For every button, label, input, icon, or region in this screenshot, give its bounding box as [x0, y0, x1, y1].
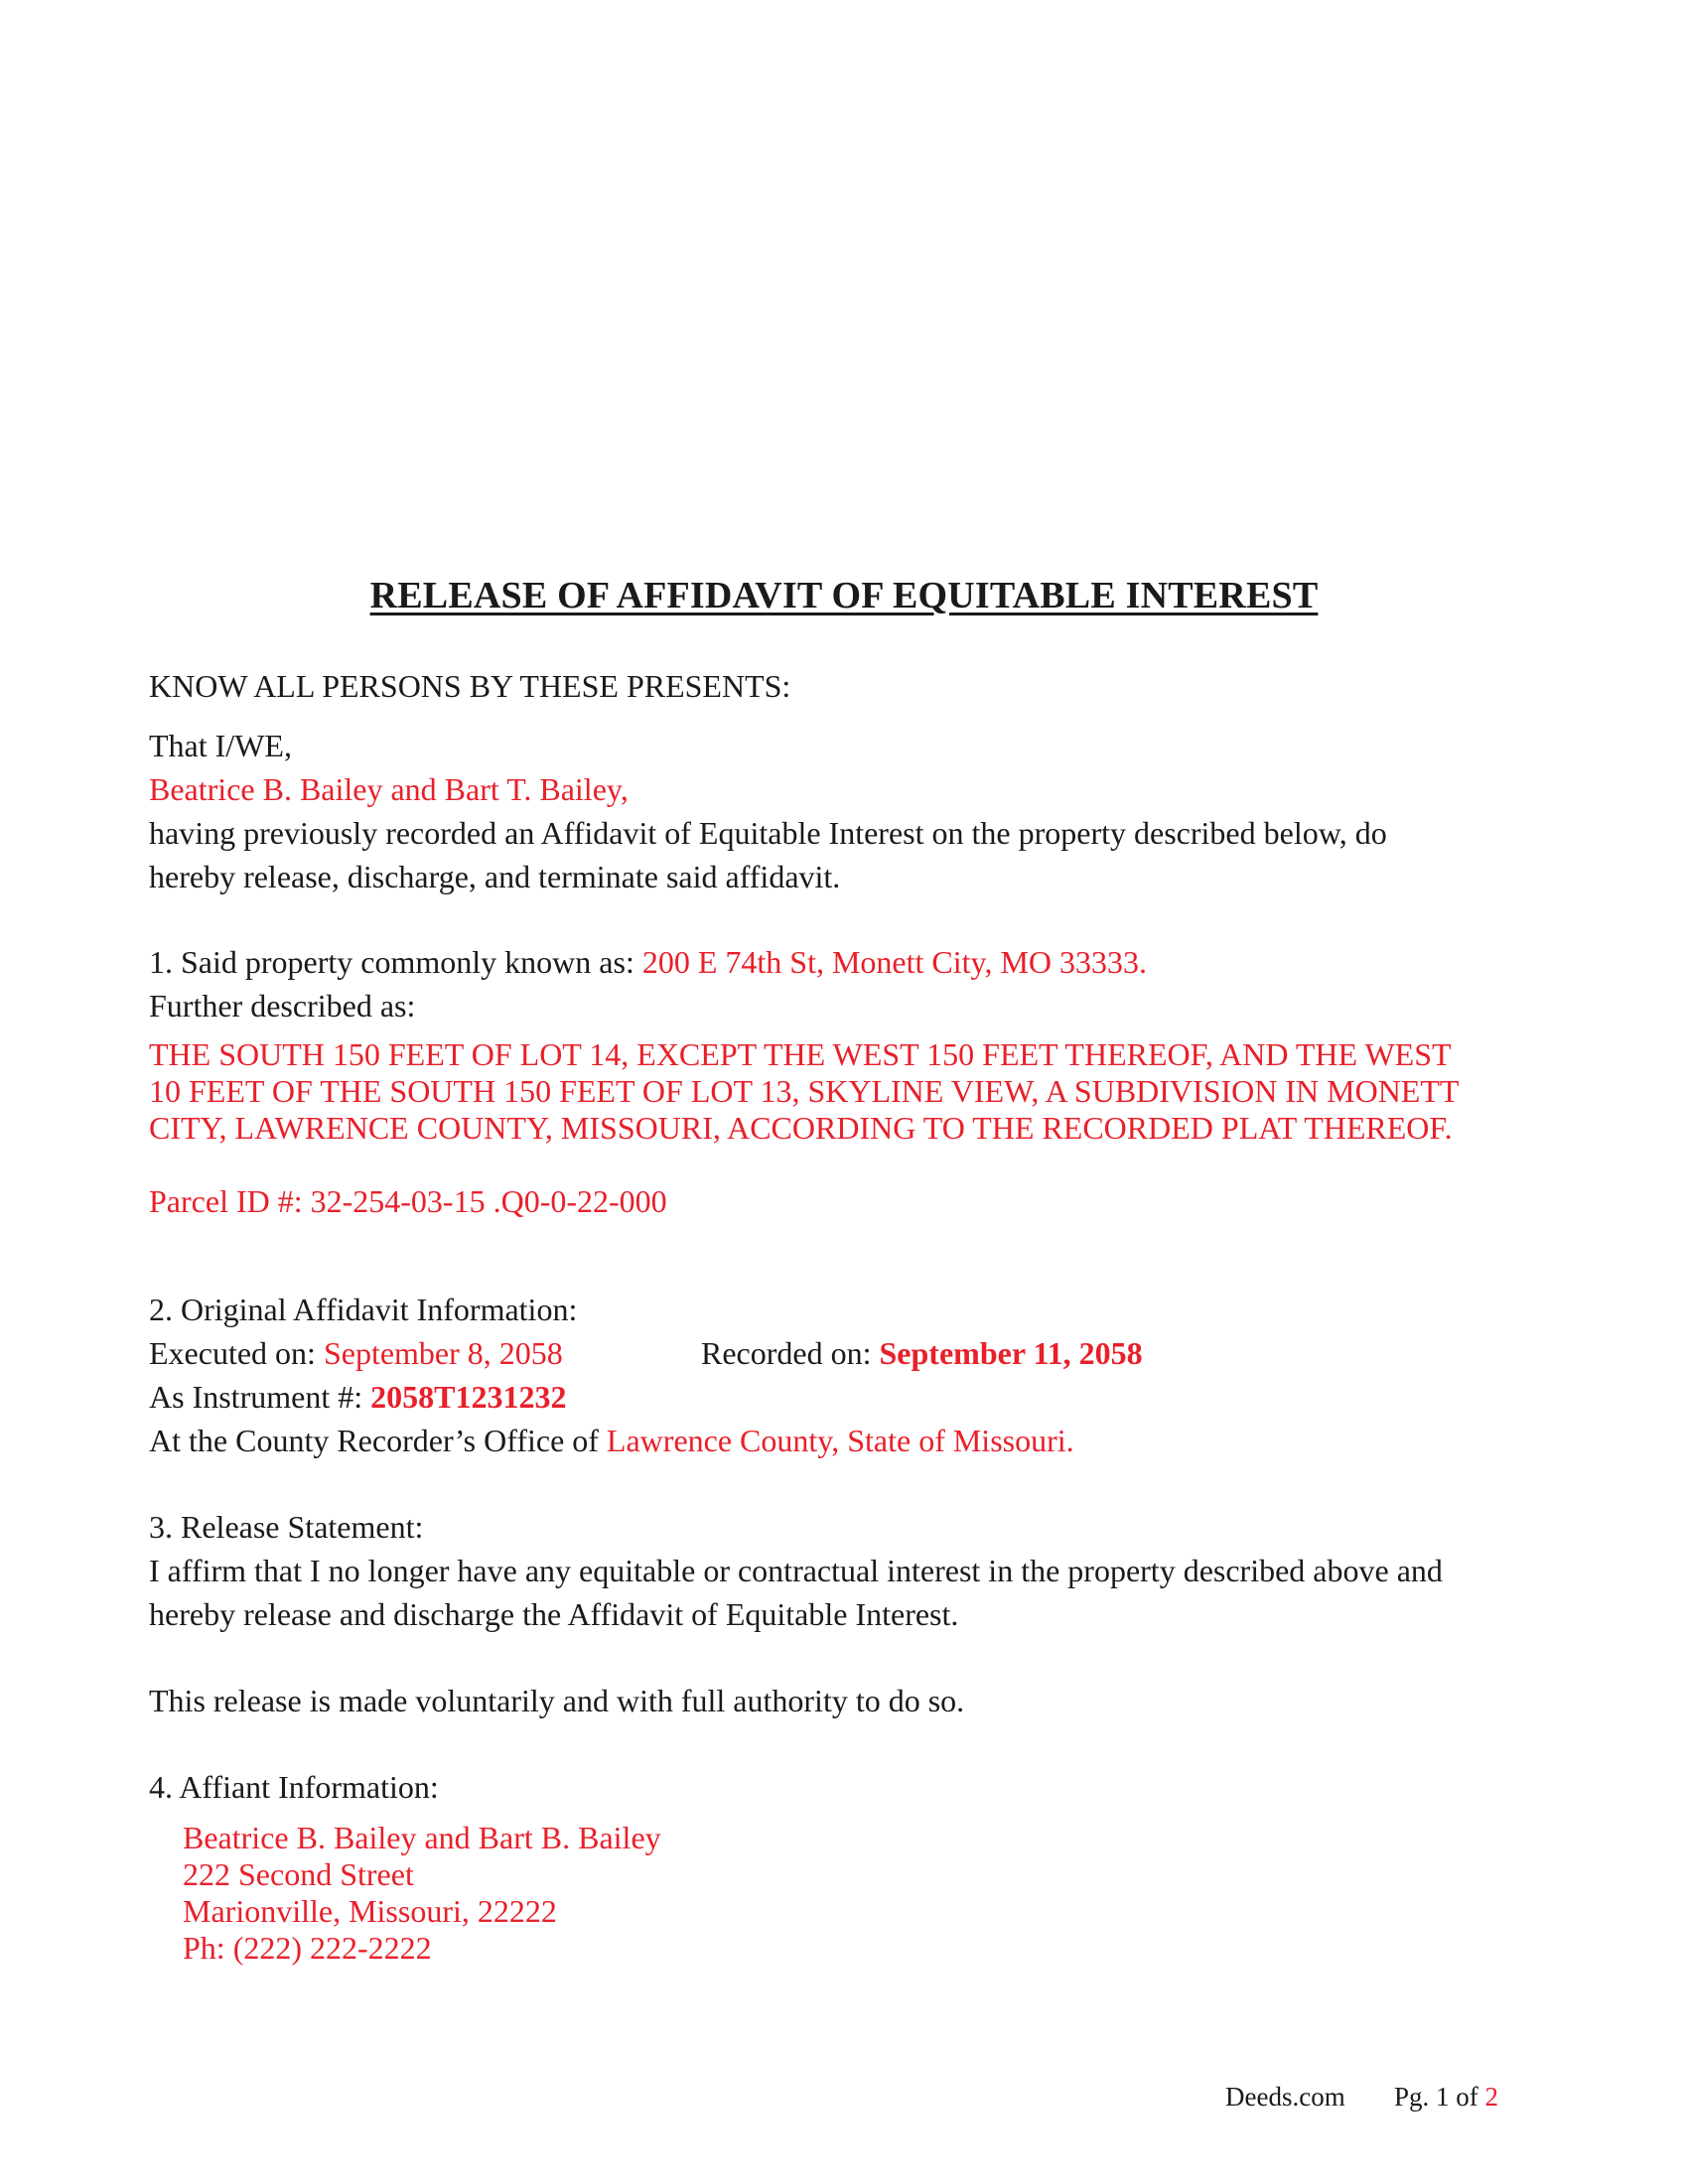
- instrument-number: [149, 1378, 566, 1416]
- legal-description-line: THE SOUTH 150 FEET OF LOT 14, EXCEPT THE WEST 150 FEET THEREOF, AND THE WEST: [149, 1036, 1452, 1072]
- legal-description: [149, 1036, 1539, 1147]
- page-number-prefix: Pg. 1 of: [1394, 2082, 1478, 2112]
- page-number-total: 2: [1484, 2082, 1499, 2112]
- instrument-value: 2058T1231232: [370, 1379, 567, 1415]
- release-statement-line-2: hereby release and discharge the Affidavit of Equitable Interest.: [149, 1596, 959, 1632]
- executed-label: Executed on:: [149, 1335, 316, 1371]
- grantor-names: Beatrice B. Bailey and Bart T. Bailey,: [149, 771, 629, 807]
- executed-date: September 8, 2058: [323, 1335, 563, 1371]
- affiant-phone: Ph: (222) 222-2222: [183, 1930, 432, 1966]
- voluntary-statement: This release is made voluntarily and with full authority to do so.: [149, 1683, 965, 1718]
- section-1-property: [149, 943, 1147, 981]
- section-3-label: 3. Release Statement:: [149, 1509, 424, 1545]
- office-value: Lawrence County, State of Missouri.: [606, 1423, 1074, 1458]
- affiant-name: Beatrice B. Bailey and Bart B. Bailey: [183, 1820, 661, 1855]
- parcel-id: Parcel ID #: 32-254-03-15 .Q0-0-22-000: [149, 1183, 667, 1219]
- section-1-label: 1. Said property commonly known as:: [149, 944, 634, 980]
- office-label: At the County Recorder’s Office of: [149, 1423, 599, 1458]
- document-title: RELEASE OF AFFIDAVIT OF EQUITABLE INTEREST: [369, 575, 1319, 616]
- recorded-date: September 11, 2058: [879, 1335, 1143, 1371]
- that-iwe: That I/WE,: [149, 728, 292, 763]
- recorder-office: [149, 1422, 1074, 1459]
- intro-line-1: having previously recorded an Affidavit of Equitable Interest on the property described below, do: [149, 815, 1387, 851]
- property-address: 200 E 74th St, Monett City, MO 33333.: [641, 944, 1147, 980]
- recorded-on: [701, 1334, 1143, 1372]
- executed-on: [149, 1334, 563, 1372]
- section-4-label: 4. Affiant Information:: [149, 1769, 439, 1805]
- recorded-label: Recorded on:: [701, 1335, 872, 1371]
- release-statement-line-1: I affirm that I no longer have any equitable or contractual interest in the property described above and: [149, 1553, 1443, 1588]
- instrument-label: As Instrument #:: [149, 1379, 363, 1415]
- further-described-label: Further described as:: [149, 988, 416, 1024]
- know-all-persons: KNOW ALL PERSONS BY THESE PRESENTS:: [149, 668, 791, 704]
- intro-line-2: hereby release, discharge, and terminate said affidavit.: [149, 859, 841, 894]
- page-number: [1394, 2082, 1498, 2113]
- legal-description-line: CITY, LAWRENCE COUNTY, MISSOURI, ACCORDING TO THE RECORDED PLAT THEREOF.: [149, 1110, 1453, 1146]
- affiant-city: Marionville, Missouri, 22222: [183, 1893, 557, 1929]
- footer-brand: Deeds.com: [1225, 2082, 1345, 2112]
- affiant-street: 222 Second Street: [183, 1856, 414, 1892]
- legal-description-line: 10 FEET OF THE SOUTH 150 FEET OF LOT 13, SKYLINE VIEW, A SUBDIVISION IN MONETT: [149, 1073, 1460, 1109]
- section-2-label: 2. Original Affidavit Information:: [149, 1292, 578, 1327]
